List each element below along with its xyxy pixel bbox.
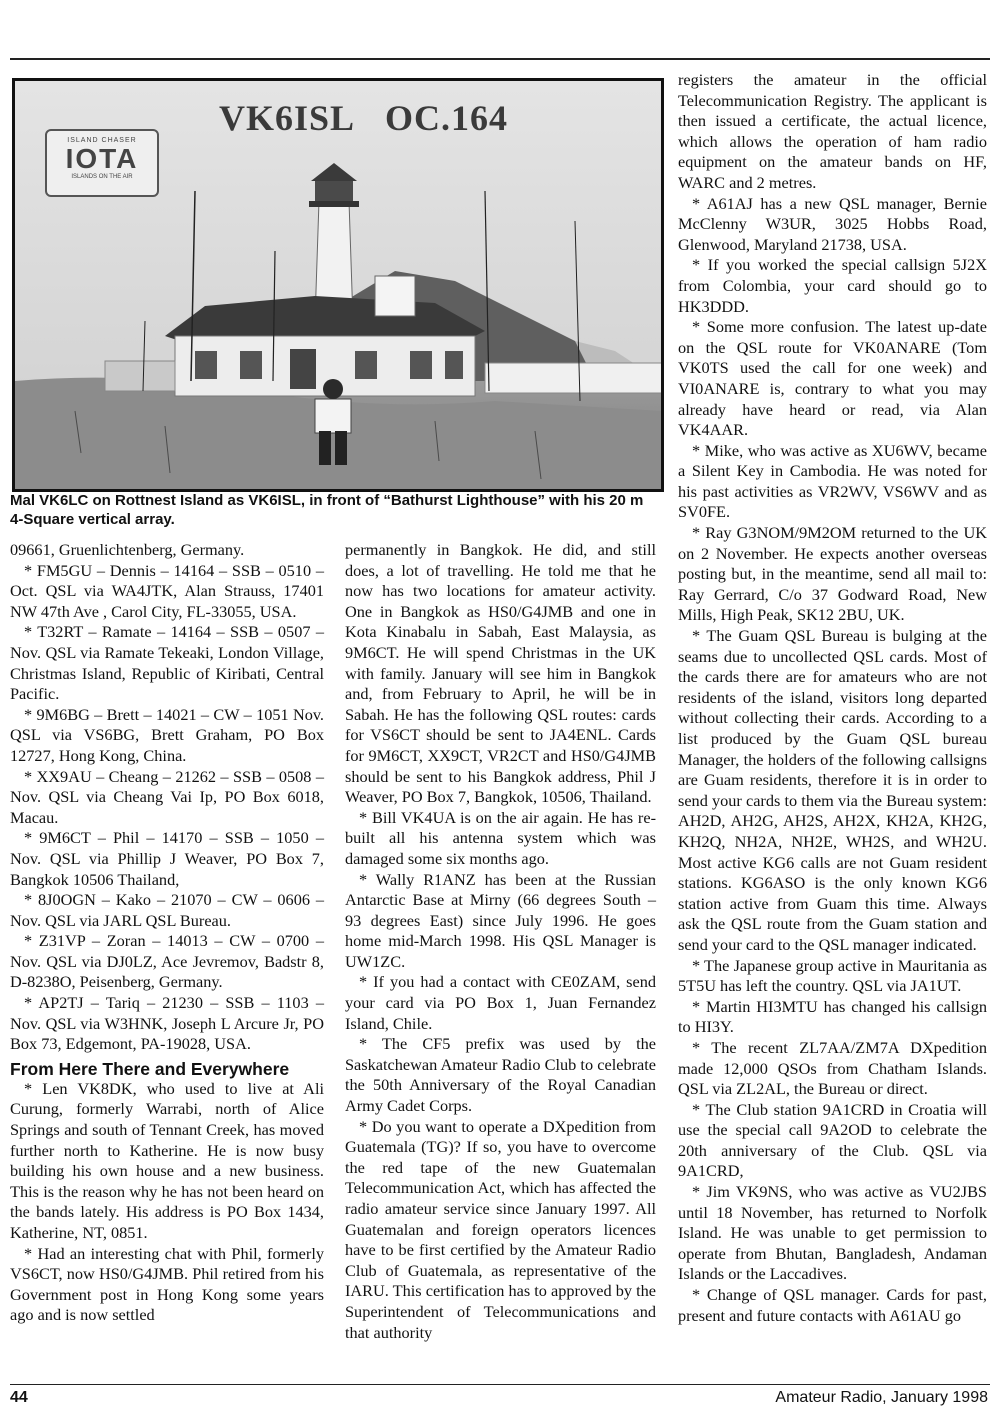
paragraph: * Len VK8DK, who used to live at Ali Curung, formerly Warrabi, north of Alice Springs and south of Tennant Creek, has moved further north to Katherine. He is now busy building his own house and a new business. This is the reason why he has not been heard on the bands lately. His address is PO Box 1434, Katherine, NT, 0851. (10, 1078, 324, 1242)
paragraph: * If you worked the special callsign 5J2X from Colombia, your card should go to HK3DDD. (678, 255, 987, 316)
paragraph: * If you had a contact with CE0ZAM, send your card via PO Box 1, Juan Fernandez Island, Chile. (345, 972, 656, 1033)
paragraph: * Jim VK9NS, who was active as VU2JBS until 18 November, has returned to Norfolk Island. He was unable to get permission to operate from Bhutan, Bangladesh, Andaman Islands or the Laccadives. (678, 1182, 987, 1284)
paragraph: * Mike, who was active as XU6WV, became a Silent Key in Cambodia. He was noted for his past activities as VR2WV, VS6WV and as SV0FE. (678, 440, 987, 522)
paragraph: * AP2TJ – Tariq – 21230 – SSB – 1103 – Nov. QSL via W3HNK, Joseph L Arcure Jr, PO Box 73, Edgemont, PA-19028, USA. (10, 993, 324, 1054)
section-heading: From Here There and Everywhere (10, 1058, 290, 1079)
paragraph: * Ray G3NOM/9M2OM returned to the UK on 2 November. He expects another overseas posting but, in the meantime, send all mail to: Ray Gerrard, C/o 37 Godward Road, New Mills, High Peak, SK12 2BU, UK. (678, 523, 987, 625)
top-rule (10, 58, 990, 60)
paragraph: permanently in Bangkok. He did, and still does, a lot of travelling. He told me that he now has two locations for amateur activity. One in Bangkok as HS0/G4JMB and one in Kota Kinabalu in Sabah, East Malaysia, as 9M6CT. He will spend Christmas in the UK with family. January will see him in Bangkok and, from February to April, he will be in Sabah. He has the following QSL routes: cards for VS6CT should be sent to JA4ENL. Cards for 9M6CT, XX9CT, VR2CT and HS0/G4JMB should be sent to his Bangkok address, Phil J Weaver, PO Box 7, Bangkok, 10506, Thailand. (345, 540, 656, 807)
paragraph: * Some more confusion. The latest up-date on the QSL route for VK0ANARE (Tom VK0TS used the call for one week) and VI0ANARE is, contrary to what you may already have heard or read, via Alan VK4AAR. (678, 317, 987, 440)
paragraph: * The Guam QSL Bureau is bulging at the seams due to uncollected QSL cards. Most of the cards there are for amateurs who are not residents of the island, visitors long departed without collecting their cards. According to a list produced by the Guam QSL bureau Manager, the holders of the following callsigns are Guam residents, therefore it is in order to send your cards to them via the Bureau system: AH2D, AH2G, AH2S, AH2X, KH2A, KH2G, KH2Q, NH2A, NH2E, WH2S, and WH2U. Most active KG6 calls are not Guam resident stations. KG6ASO is the only known KG6 station active from Guam this time. Always ask the QSL route from the Guam station and send your card to the QSL manager indicated. (678, 626, 987, 954)
paragraph: * The Japanese group active in Mauritania as 5T5U has left the country. QSL via JA1UT. (678, 955, 987, 996)
paragraph: * T32RT – Ramate – 14164 – SSB – 0507 – Nov. QSL via Ramate Tekeaki, London Village, Christmas Island, Republic of Kiribati, Central Pacific. (10, 622, 324, 704)
column-3 (678, 70, 987, 1326)
paragraph: registers the amateur in the official Telecommunication Registry. The applicant is then issued a certificate, the actual licence, which allows the operation of ham radio equipment on the amateur bands on HF, WARC and 2 metres. (678, 70, 987, 192)
paragraph: * XX9AU – Cheang – 21262 – SSB – 0508 – Nov. QSL via Cheang Vai Ip, PO Box 6018, Macau. (10, 766, 324, 827)
paragraph: * Martin HI3MTU has changed his callsign to HI3Y. (678, 996, 987, 1037)
iota-logo-top: ISLAND CHASER (67, 137, 137, 144)
photo-caption: Mal VK6LC on Rottnest Island as VK6ISL, in front of “Bathurst Lighthouse” with his 20 m 4-Square vertical array. (10, 492, 644, 528)
paragraph: * Had an interesting chat with Phil, formerly VS6CT, now HS0/G4JMB. Phil retired from his Government post in Hong Kong some years ago and is now settled (10, 1243, 324, 1325)
paragraph: * Wally R1ANZ has been at the Russian Antarctic Base at Mirny (66 degrees South – 93 degrees East) since July 1996. He goes home mid-March 1998. His QSL Manager is UW1ZC. (345, 869, 656, 971)
page-number: 44 (10, 1389, 28, 1406)
paragraph: * A61AJ has a new QSL manager, Bernie McClenny W3UR, 3025 Hobbs Road, Glenwood, Maryland 21738, USA. (678, 193, 987, 254)
photo-iota-ref: OC.164 (385, 98, 509, 138)
photo-callsign: VK6ISL (219, 98, 356, 138)
column-1 (10, 540, 324, 1326)
footer-rule (10, 1384, 990, 1385)
photo-callsign-title (219, 97, 508, 139)
iota-logo-mid: IOTA (65, 143, 139, 174)
paragraph: 09661, Gruenlichtenberg, Germany. (10, 540, 245, 559)
iota-logo (45, 129, 159, 197)
paragraph: * The CF5 prefix was used by the Saskatchewan Amateur Radio Club to celebrate the 50th Anniversary of the Royal Canadian Army Cadet Corps. (345, 1034, 656, 1116)
qsl-photo (12, 78, 664, 492)
paragraph: * 8J0OGN – Kako – 21070 – CW – 0606 – Nov. QSL via JARL QSL Bureau. (10, 890, 324, 930)
paragraph: * The Club station 9A1CRD in Croatia will use the special call 9A2OD to celebrate the 20th anniversary of the Club. QSL via 9A1CRD, (678, 1099, 987, 1181)
paragraph: * FM5GU – Dennis – 14164 – SSB – 0510 – Oct. QSL via WA4JTK, Alan Strauss, 17401 NW 47th Ave , Carol City, FL-33055, USA. (10, 560, 324, 621)
paragraph: * Do you want to operate a DXpedition from Guatemala (TG)? If so, you have to overcome the red tape of the new Guatemalan Telecommunication Act, which has affected the radio amateur service since January 1997. All Guatemalan and foreign operators licences have to be first certified by the Amateur Radio Club of Guatemala, as representative of the IARU. This certification has to approved by the Superintendent of Telecommunications and that authority (345, 1116, 656, 1342)
paragraph: * The recent ZL7AA/ZM7A DXpedition made 12,000 QSOs from Chatham Islands. QSL via ZL2AL, the Bureau or direct. (678, 1037, 987, 1099)
paragraph: * 9M6BG – Brett – 14021 – CW – 1051 Nov. QSL via VS6BG, Brett Graham, PO Box 12727, Hong Kong, China. (10, 704, 324, 765)
paragraph: * Z31VP – Zoran – 14013 – CW – 0700 – Nov. QSL via DJ0LZ, Ace Jevremov, Badstr 8, D-8238O, Peisenberg, Germany. (10, 931, 324, 992)
column-2 (345, 540, 656, 1343)
magazine-issue: Amateur Radio, January 1998 (775, 1389, 988, 1406)
iota-logo-bottom: ISLANDS ON THE AIR (71, 174, 133, 180)
paragraph: * 9M6CT – Phil – 14170 – SSB – 1050 – Nov. QSL via Phillip J Weaver, PO Box 7, Bangkok 10506 Thailand, (10, 828, 324, 889)
paragraph: * Change of QSL manager. Cards for past, present and future contacts with A61AU go (678, 1285, 987, 1325)
paragraph: * Bill VK4UA is on the air again. He has re-built all his antenna system which was damaged some six months ago. (345, 807, 656, 868)
